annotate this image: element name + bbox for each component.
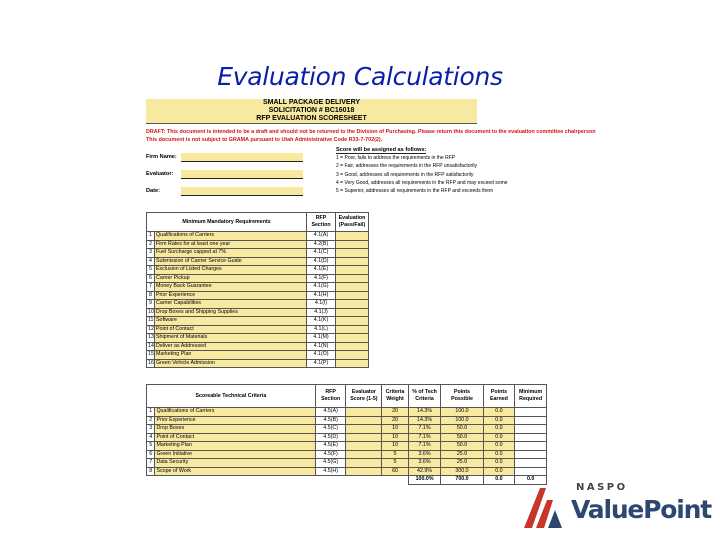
pass-fail-cell[interactable] [336, 240, 369, 249]
criteria-weight: 5 [382, 450, 408, 459]
technical-row [147, 467, 547, 476]
points-possible: 100.0 [441, 416, 483, 425]
evaluator-label: Evaluator: [146, 171, 174, 177]
row-number: 8 [147, 467, 155, 476]
technical-totals-row [147, 476, 547, 485]
rfp-section: 4.1(A) [307, 232, 336, 241]
pass-fail-cell[interactable] [336, 334, 369, 343]
requirement-name: Qualifications of Carriers [155, 232, 307, 241]
rfp-section: 4.1(P) [307, 359, 336, 368]
percent-of-tech: 7.1% [408, 425, 441, 434]
score-scale-item: 4 = Very Good, addresses all requirements in the RFP and may exceed some [336, 180, 508, 186]
rfp-section: 4.2(B) [307, 240, 336, 249]
points-earned: 0.0 [483, 416, 515, 425]
firm-name-field[interactable] [181, 153, 303, 162]
points-possible: 25.0 [441, 459, 483, 468]
total-percent: 100.0% [408, 476, 441, 485]
requirement-name: Green Vehicle Admission [155, 359, 307, 368]
mandatory-row [147, 266, 369, 275]
row-number: 6 [147, 450, 155, 459]
pass-fail-cell[interactable] [336, 283, 369, 292]
minimum-required-cell [515, 408, 547, 417]
slide-title: Evaluation Calculations [217, 62, 503, 91]
technical-row [147, 442, 547, 451]
pass-fail-cell[interactable] [336, 300, 369, 309]
rfp-section: 4.1(M) [307, 334, 336, 343]
criteria-weight: 10 [382, 425, 408, 434]
points-earned: 0.0 [483, 408, 515, 417]
criteria-weight: 10 [382, 433, 408, 442]
score-scale-title: Score will be assigned as follows: [336, 147, 427, 153]
percent-of-tech: 14.3% [408, 416, 441, 425]
draft-note: This document is not subject to GRAMA pursuant to Utah Administrative Code R33-7-702(2). [146, 137, 383, 143]
points-earned: 0.0 [483, 425, 515, 434]
evaluator-score-cell[interactable] [346, 433, 382, 442]
technical-row [147, 408, 547, 417]
row-number: 4 [147, 433, 155, 442]
mandatory-row [147, 274, 369, 283]
technical-row [147, 416, 547, 425]
rfp-section: 4.1(D) [307, 257, 336, 266]
points-possible: 50.0 [441, 442, 483, 451]
mandatory-row [147, 351, 369, 360]
mandatory-row [147, 283, 369, 292]
evaluator-score-cell[interactable] [346, 459, 382, 468]
criteria-name: Qualifications of Carriers [155, 408, 315, 417]
naspo-valuepoint-logo [520, 482, 711, 530]
total-minimum-required: 0.0 [515, 476, 547, 485]
score-scale-item: 1 = Poor, fails to address the requirements in the RFP [336, 155, 456, 161]
score-scale-item: 5 = Superior, addresses all requirements in the RFP and exceeds them [336, 188, 494, 194]
pass-fail-cell[interactable] [336, 342, 369, 351]
evaluator-score-cell[interactable] [346, 408, 382, 417]
row-number: 9 [147, 300, 155, 309]
points-earned: 0.0 [483, 442, 515, 451]
pass-fail-cell[interactable] [336, 266, 369, 275]
technical-header-minimum: Minimum Required [515, 385, 547, 408]
technical-header-percent: % of Tech Criteria [408, 385, 441, 408]
row-number: 16 [148, 359, 154, 366]
row-number: 7 [147, 283, 155, 292]
technical-header-points-possible: Points Possible [441, 385, 483, 408]
percent-of-tech: 14.3% [408, 408, 441, 417]
row-number: 5 [147, 266, 155, 275]
criteria-name: Prior Experience [155, 416, 315, 425]
rfp-section: 4.1(L) [307, 325, 336, 334]
mandatory-header-evaluation: Evaluation (Pass/Fail) [336, 213, 369, 232]
row-number: 11 [148, 317, 154, 323]
points-possible: 25.0 [441, 450, 483, 459]
row-number: 4 [147, 257, 155, 266]
requirement-name: Submission of Carrier Service Guide [155, 257, 307, 266]
requirement-name: Carrier Pickup [155, 274, 307, 283]
criteria-weight: 60 [382, 467, 408, 476]
pass-fail-cell[interactable] [336, 308, 369, 317]
rfp-section: 4.5(D) [315, 433, 346, 442]
mandatory-row [147, 240, 369, 249]
mandatory-row [147, 342, 369, 351]
criteria-weight: 20 [382, 408, 408, 417]
points-earned: 0.0 [483, 459, 515, 468]
percent-of-tech: 7.1% [408, 442, 441, 451]
mandatory-row [147, 317, 369, 326]
pass-fail-cell[interactable] [336, 249, 369, 258]
draft-note: DRAFT: This document is intended to be a draft and should not be returned to the Division of Purchasing. Please return this document to the evaluation committee chairperson [146, 129, 596, 135]
pass-fail-cell[interactable] [336, 325, 369, 334]
evaluator-score-cell[interactable] [346, 450, 382, 459]
mandatory-row [147, 257, 369, 266]
criteria-name: Drop Boxes [155, 425, 315, 434]
row-number: 1 [147, 232, 155, 241]
technical-row [147, 450, 547, 459]
minimum-required-cell [515, 416, 547, 425]
requirement-name: Drop Boxes and Shipping Supplies [155, 308, 307, 317]
percent-of-tech: 42.9% [408, 467, 441, 476]
rfp-section: 4.5(G) [315, 459, 346, 468]
draft-notice [146, 128, 618, 144]
points-earned: 0.0 [483, 450, 515, 459]
requirement-name: Software [155, 317, 307, 326]
percent-of-tech: 3.6% [408, 459, 441, 468]
rfp-section: 4.1(I) [307, 300, 336, 309]
row-number: 10 [148, 308, 154, 315]
evaluator-score-cell[interactable] [346, 416, 382, 425]
technical-header-section: RFP Section [315, 385, 346, 408]
row-number: 13 [148, 334, 154, 340]
criteria-name: Marketing Plan [155, 442, 315, 451]
criteria-name: Data Security [155, 459, 315, 468]
technical-row [147, 433, 547, 442]
technical-header-points-earned: Points Earned [483, 385, 515, 408]
requirement-name: Prior Experience [155, 291, 307, 300]
technical-criteria-table [146, 384, 547, 485]
technical-header-criteria: Scoreable Technical Criteria [147, 385, 316, 408]
pass-fail-cell[interactable] [336, 257, 369, 266]
row-number: 8 [147, 291, 155, 300]
mandatory-header-requirements: Minimum Mandatory Requirements [147, 213, 307, 232]
criteria-name: Point of Contact [155, 433, 315, 442]
rfp-section: 4.5(B) [315, 416, 346, 425]
percent-of-tech: 3.6% [408, 450, 441, 459]
requirement-name: Firm Rates for at least one year [155, 240, 307, 249]
points-earned: 0.0 [483, 467, 515, 476]
rfp-section: 4.1(C) [307, 249, 336, 258]
evaluator-score-cell[interactable] [346, 425, 382, 434]
total-points-possible: 700.0 [441, 476, 483, 485]
rfp-section: 4.1(O) [307, 351, 336, 360]
rfp-section: 4.1(K) [307, 317, 336, 326]
date-label: Date: [146, 188, 160, 194]
sheet-header-line: SOLICITATION # BC16018 [146, 107, 477, 115]
chevron-logo-icon [520, 484, 566, 530]
rfp-section: 4.1(G) [307, 283, 336, 292]
minimum-required-cell [515, 433, 547, 442]
requirement-name: Marketing Plan [155, 351, 307, 360]
points-possible: 50.0 [441, 433, 483, 442]
naspo-wordmark: NASPO [576, 482, 628, 493]
pass-fail-cell[interactable] [336, 232, 369, 241]
pass-fail-cell[interactable] [336, 359, 369, 368]
mandatory-row [147, 291, 369, 300]
firm-name-label: Firm Name: [146, 154, 177, 160]
percent-of-tech: 7.1% [408, 433, 441, 442]
row-number: 6 [147, 274, 155, 283]
requirement-name: Shipment of Materials [155, 334, 307, 343]
pass-fail-cell[interactable] [336, 291, 369, 300]
score-scale-item: 2 = Fair, addresses the requirements in the RFP unsatisfactorily [336, 163, 477, 169]
points-earned: 0.0 [483, 433, 515, 442]
row-number: 15 [148, 351, 154, 357]
row-number: 2 [147, 416, 155, 425]
points-possible: 100.0 [441, 408, 483, 417]
criteria-weight: 20 [382, 416, 408, 425]
pass-fail-cell[interactable] [336, 274, 369, 283]
criteria-name: Green Initiative [155, 450, 315, 459]
row-number: 3 [147, 425, 155, 434]
points-possible: 50.0 [441, 425, 483, 434]
rfp-section: 4.1(N) [307, 342, 336, 351]
mandatory-row [147, 232, 369, 241]
requirement-name: Fuel Surcharge capped at 7% [155, 249, 307, 258]
points-possible: 300.0 [441, 467, 483, 476]
rfp-section: 4.5(C) [315, 425, 346, 434]
rfp-section: 4.1(J) [307, 308, 336, 317]
pass-fail-cell[interactable] [336, 317, 369, 326]
mandatory-row [147, 334, 369, 343]
technical-row [147, 425, 547, 434]
row-number: 12 [148, 325, 154, 332]
mandatory-requirements-table [146, 212, 369, 368]
requirement-name: Money Back Guarantee [155, 283, 307, 292]
rfp-section: 4.1(H) [307, 291, 336, 300]
technical-row [147, 459, 547, 468]
row-number: 5 [147, 442, 155, 451]
rfp-section: 4.5(H) [315, 467, 346, 476]
criteria-name: Scope of Work [155, 467, 315, 476]
row-number: 2 [147, 240, 155, 249]
total-points-earned: 0.0 [483, 476, 515, 485]
mandatory-row [147, 359, 369, 368]
rfp-section: 4.5(A) [315, 408, 346, 417]
date-field[interactable] [181, 187, 303, 196]
row-number: 14 [148, 342, 154, 349]
rfp-section: 4.5(E) [315, 442, 346, 451]
technical-header-evaluator-score: Evaluator Score (1-5) [346, 385, 382, 408]
minimum-required-cell [515, 425, 547, 434]
row-number: 3 [147, 249, 155, 258]
mandatory-row [147, 325, 369, 334]
rfp-section: 4.5(F) [315, 450, 346, 459]
technical-header-weight: Criteria Weight [382, 385, 408, 408]
requirement-name: Carrier Capabilities [155, 300, 307, 309]
minimum-required-cell [515, 459, 547, 468]
minimum-required-cell [515, 442, 547, 451]
rfp-section: 4.1(F) [307, 274, 336, 283]
row-number: 1 [147, 408, 155, 417]
evaluator-field[interactable] [181, 170, 303, 179]
evaluator-score-cell[interactable] [346, 442, 382, 451]
criteria-weight: 10 [382, 442, 408, 451]
pass-fail-cell[interactable] [336, 351, 369, 360]
score-scale-item: 3 = Good, addresses all requirements in the RFP satisfactorily [336, 172, 474, 178]
rfp-evaluation-scoresheet [144, 97, 620, 482]
requirement-name: Deliver as Addressed [155, 342, 307, 351]
requirement-name: Point of Contact [155, 325, 307, 334]
row-number: 7 [147, 459, 155, 468]
mandatory-row [147, 249, 369, 258]
criteria-weight: 5 [382, 459, 408, 468]
rfp-section: 4.1(E) [307, 266, 336, 275]
mandatory-row [147, 300, 369, 309]
mandatory-header-section: RFP Section [307, 213, 336, 232]
valuepoint-wordmark: ValuePoint [571, 495, 711, 524]
minimum-required-cell [515, 450, 547, 459]
minimum-required-cell [515, 467, 547, 476]
evaluator-score-cell[interactable] [346, 467, 382, 476]
sheet-header-line: SMALL PACKAGE DELIVERY [146, 99, 477, 107]
mandatory-row [147, 308, 369, 317]
sheet-header-line: RFP EVALUATION SCORESHEET [146, 115, 477, 124]
requirement-name: Exclusion of Listed Charges [155, 266, 307, 275]
